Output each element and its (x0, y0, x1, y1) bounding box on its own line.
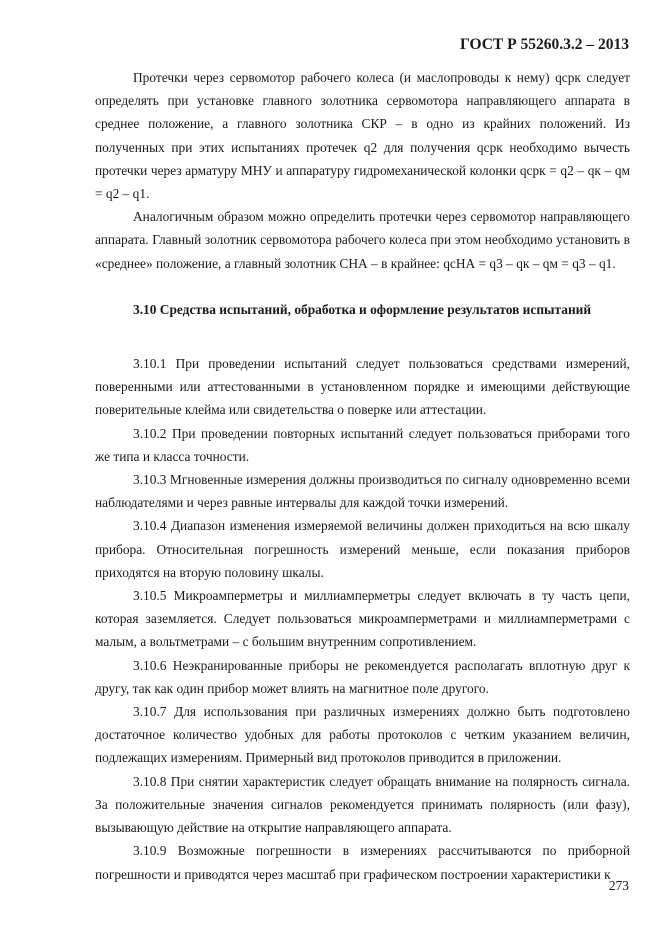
paragraph-3-10-5: 3.10.5 Микроамперметры и миллиамперметры следует включать в ту часть цепи, которая заземляется. Следует пользоваться микроамперметрами и миллиамперметрами с малым, а вольтметрами – с большим внутренним сопротивлением. (95, 588, 630, 650)
paragraph-intro-2-text: Аналогичным образом можно определить протечки через сервомотор направляющего аппарата. Главный золотник сервомотора рабочего колеса при этом необходимо установить в «среднее» положение, а главный золотник СНА – в крайнее: qcНА = q3 – qк – qм = q3 – q1. (95, 209, 630, 271)
paragraph-3-10-7: 3.10.7 Для использования при различных измерениях должно быть подготовлено достаточное количество удобных для работы протоколов с четким указанием величин, подлежащих измерениям. Примерный вид протоколов приводится в приложении. (95, 704, 630, 766)
paragraph-3-10-3: 3.10.3 Мгновенные измерения должны производиться по сигналу одновременно всеми наблюдателями и через равные интервалы для каждой точки измерений. (95, 472, 630, 511)
paragraph-intro-1-text: Протечки через сервомотор рабочего колеса (и маслопроводы к нему) qсрк следует определять при установке главного золотника сервомотора направляющего аппарата в среднее положение, а главного золотника СКР – в одно из крайних положений. Из полученных при этих испытаниях протечек q2 для получения qcрк необходимо вычесть протечки через арматуру МНУ и аппаратуру гидромеханической колонки qcрк = q2 – qк – qм = q2 – q1. (95, 70, 630, 202)
paragraph-intro-2 (95, 205, 630, 275)
document-header: ГОСТ Р 55260.3.2 – 2013 (460, 36, 629, 53)
section-title: 3.10 Средства испытаний, обработка и оформление результатов испытаний (133, 301, 592, 317)
paragraph-3-10-6: 3.10.6 Неэкранированные приборы не рекомендуется располагать вплотную друг к другу, так как один прибор может влиять на магнитное поле другого. (95, 657, 630, 696)
page-number: 273 (608, 878, 629, 893)
paragraph-3-10-8: 3.10.8 При снятии характеристик следует обращать внимание на полярность сигнала. За положительные значения сигналов рекомендуется принимать полярность (или фазу), вызывающую действие на открытие направляющего аппарата. (95, 773, 630, 836)
paragraph-3-10-2: 3.10.2 При проведении повторных испытаний следует пользоваться приборами того же типа и класса точности. (95, 425, 630, 464)
page-content (95, 66, 630, 886)
paragraph-intro-1 (95, 66, 630, 205)
paragraph-3-10-1: 3.10.1 При проведении испытаний следует пользоваться средствами измерений, поверенными или аттестованными в установленном порядке и имеющими действующие поверительные клейма или свидетельства о поверке или аттестации. (95, 356, 630, 418)
paragraph-3-10-4: 3.10.4 Диапазон изменения измеряемой величины должен приходиться на всю шкалу прибора. Относительная погрешность измерений меньше, если показания приборов приходятся на вторую половину шкалы. (95, 518, 630, 580)
paragraph-3-10-9: 3.10.9 Возможные погрешности в измерениях рассчитываются по приборной погрешности и приводятся через масштаб при графическом построении характеристики к (95, 843, 630, 882)
